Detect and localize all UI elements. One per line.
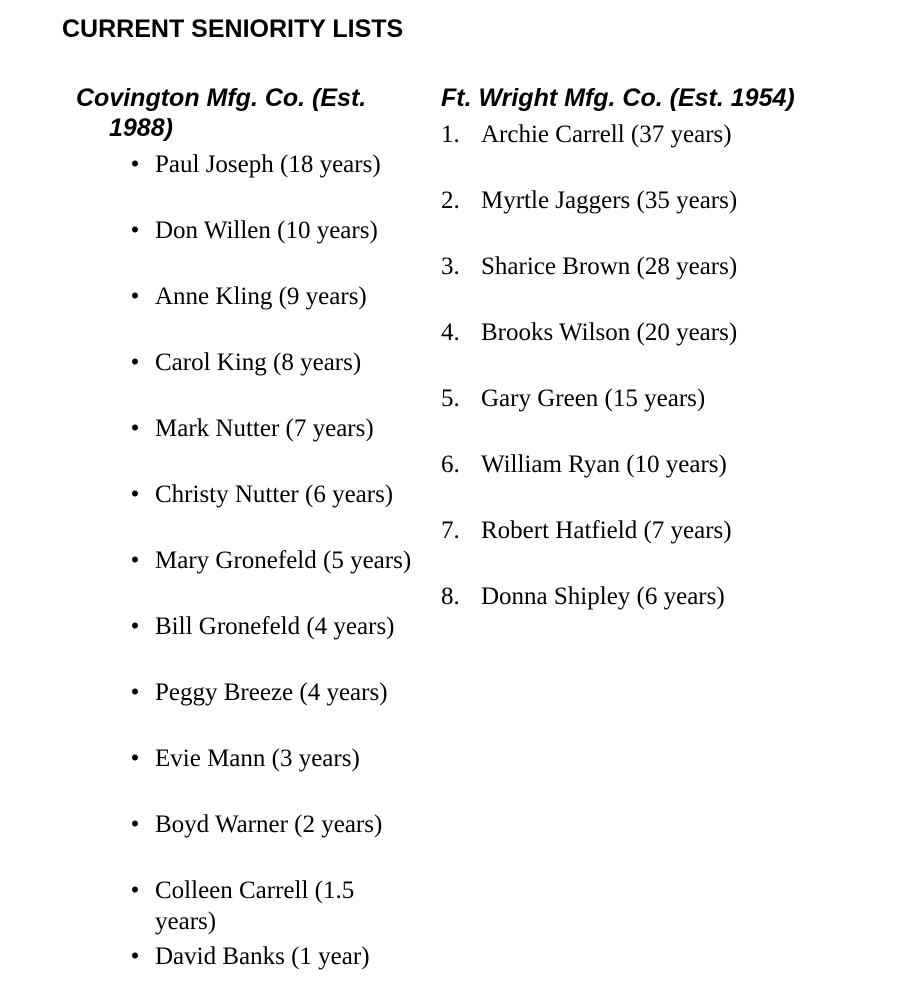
ft-wright-column <box>441 83 881 647</box>
list-item-text: Christy Nutter (6 years) <box>155 481 394 508</box>
list-number: 8. <box>441 583 460 610</box>
bullet-icon: • <box>130 943 140 970</box>
list-item-text: Robert Hatfield (7 years) <box>481 517 732 544</box>
list-item-text: Bill Gronefeld (4 years) <box>155 613 395 640</box>
list-item-text: Paul Joseph (18 years) <box>155 151 381 178</box>
bullet-icon: • <box>130 481 140 508</box>
list-number: 1. <box>441 121 460 148</box>
list-item-text: Sharice Brown (28 years) <box>481 253 738 280</box>
bullet-icon: • <box>130 613 140 640</box>
ft-wright-list <box>441 119 881 647</box>
list-item-text: Boyd Warner (2 years) <box>155 811 383 838</box>
list-item-text: Colleen Carrell (1.5 years) <box>155 877 355 935</box>
covington-column <box>76 83 421 1007</box>
bullet-icon: • <box>130 349 140 376</box>
list-item <box>76 743 415 809</box>
list-item-text: Carol King (8 years) <box>155 349 362 376</box>
list-item <box>76 347 415 413</box>
list-item <box>441 383 881 449</box>
list-item-text: Brooks Wilson (20 years) <box>481 319 738 346</box>
list-item-text: Archie Carrell (37 years) <box>481 121 732 148</box>
list-item <box>441 251 881 317</box>
list-item-text: Mary Gronefeld (5 years) <box>155 547 412 574</box>
bullet-icon: • <box>130 415 140 442</box>
list-number: 7. <box>441 517 460 544</box>
list-item <box>76 215 415 281</box>
list-number: 2. <box>441 187 460 214</box>
bullet-icon: • <box>130 151 140 178</box>
bullet-icon: • <box>130 217 140 244</box>
list-item <box>76 149 415 215</box>
list-item-text: Don Willen (10 years) <box>155 217 378 244</box>
list-item-text: David Banks (1 year) <box>155 943 370 970</box>
bullet-icon: • <box>130 811 140 838</box>
list-item <box>441 119 881 185</box>
bullet-icon: • <box>130 745 140 772</box>
list-item-text: Mark Nutter (7 years) <box>155 415 374 442</box>
bullet-icon: • <box>130 877 140 904</box>
bullet-icon: • <box>130 547 140 574</box>
list-item <box>441 185 881 251</box>
list-number: 6. <box>441 451 460 478</box>
list-item-text: Anne Kling (9 years) <box>155 283 367 310</box>
page-title: CURRENT SENIORITY LISTS <box>62 15 404 43</box>
list-item <box>441 449 881 515</box>
list-item <box>441 515 881 581</box>
list-item-text: Donna Shipley (6 years) <box>481 583 725 610</box>
list-item <box>76 545 415 611</box>
list-item <box>76 941 415 1007</box>
bullet-icon: • <box>130 679 140 706</box>
list-item <box>76 611 415 677</box>
list-number: 5. <box>441 385 460 412</box>
list-item <box>441 581 881 647</box>
list-item-text: Evie Mann (3 years) <box>155 745 360 772</box>
covington-heading: Covington Mfg. Co. (Est. 1988) <box>76 84 367 142</box>
list-item <box>76 809 415 875</box>
ft-wright-heading: Ft. Wright Mfg. Co. (Est. 1954) <box>441 84 795 112</box>
bullet-icon: • <box>130 283 140 310</box>
list-item <box>76 677 415 743</box>
list-item <box>76 875 415 941</box>
list-item <box>76 479 415 545</box>
list-item-text: Myrtle Jaggers (35 years) <box>481 187 738 214</box>
list-number: 3. <box>441 253 460 280</box>
list-number: 4. <box>441 319 460 346</box>
list-item-text: William Ryan (10 years) <box>481 451 727 478</box>
list-item-text: Peggy Breeze (4 years) <box>155 679 388 706</box>
list-item-text: Gary Green (15 years) <box>481 385 706 412</box>
covington-list <box>76 149 421 1007</box>
list-item <box>441 317 881 383</box>
list-item <box>76 281 415 347</box>
list-item <box>76 413 415 479</box>
